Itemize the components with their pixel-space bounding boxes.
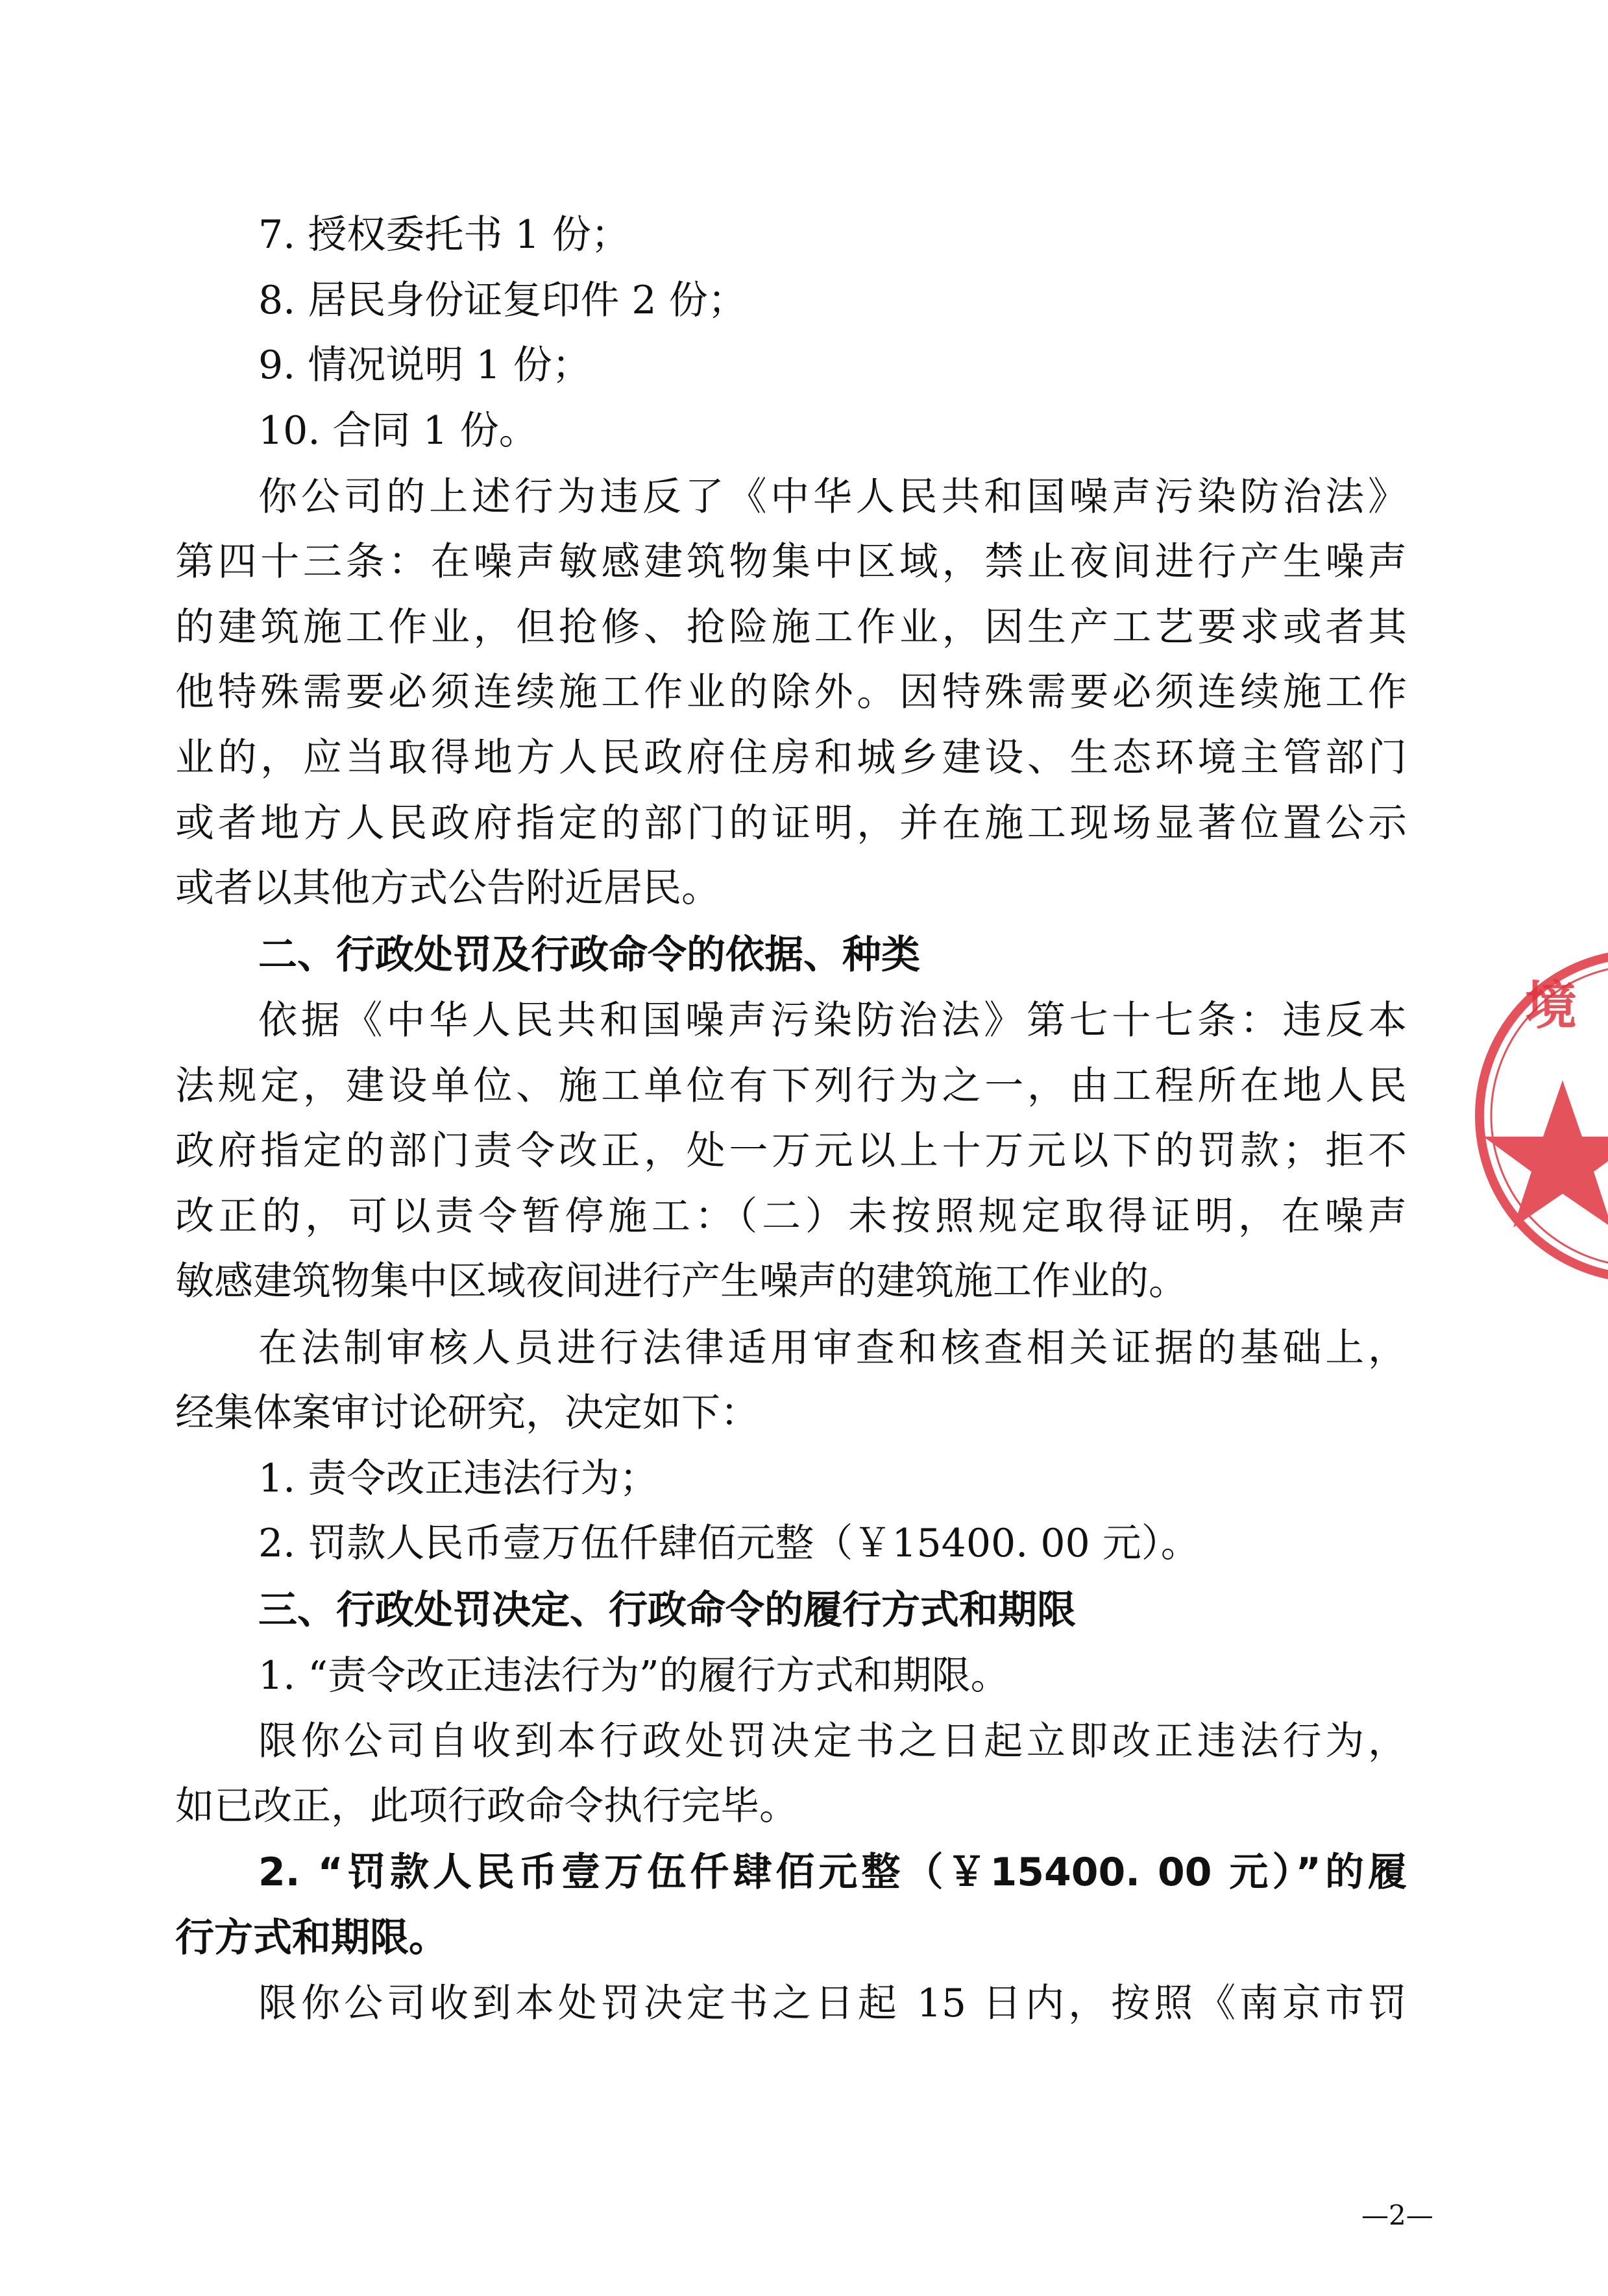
page-number: —2—: [1361, 2199, 1433, 2231]
decision-paragraph-line-1: 在法制审核人员进行法律适用审查和核查相关证据的基础上，: [258, 1325, 1407, 1371]
section-heading-3: 三、行政处罚决定、行政命令的履行方式和期限: [258, 1588, 1076, 1633]
decision-item-2: 2. 罚款人民币壹万伍仟肆佰元整（￥15400. 00 元）。: [258, 1521, 1200, 1566]
violation-paragraph-line-3: 的建筑施工作业，但抢修、抢险施工作业，因生产工艺要求或者其: [175, 605, 1407, 650]
violation-paragraph-line-5: 业的，应当取得地方人民政府住房和城乡建设、生态环境主管部门: [175, 735, 1407, 780]
violation-paragraph-line-4: 他特殊需要必须连续施工作业的除外。因特殊需要必须连续施工作: [175, 670, 1407, 715]
basis-paragraph-line-3: 政府指定的部门责令改正，处一万元以上十万元以下的罚款；拒不: [175, 1128, 1407, 1174]
violation-paragraph-line-1: 你公司的上述行为违反了《中华人民共和国噪声污染防治法》: [258, 474, 1407, 520]
basis-paragraph-line-1: 依据《中华人民共和国噪声污染防治法》第七十七条：违反本: [258, 998, 1407, 1043]
attachment-item-10: 10. 合同 1 份。: [258, 408, 538, 453]
attachment-item-9: 9. 情况说明 1 份；: [258, 343, 591, 388]
decision-item-1: 1. 责令改正违法行为；: [258, 1456, 659, 1501]
section-heading-2: 二、行政处罚及行政命令的依据、种类: [258, 932, 920, 978]
performance-item-2-title-line-1: 2. “罚款人民币壹万伍仟肆佰元整（￥15400. 00 元）”的履: [258, 1850, 1407, 1895]
decision-paragraph-line-2: 经集体案审讨论研究，决定如下：: [175, 1390, 759, 1436]
attachment-item-8: 8. 居民身份证复印件 2 份；: [258, 278, 747, 323]
performance-item-1-title: 1. “责令改正违法行为”的履行方式和期限。: [258, 1653, 1010, 1698]
attachment-item-7: 7. 授权委托书 1 份；: [258, 212, 630, 258]
official-seal: [1447, 947, 1608, 1285]
performance-item-2-line-1: 限你公司收到本处罚决定书之日起 15 日内，按照《南京市罚: [258, 1981, 1407, 2026]
violation-paragraph-line-7: 或者以其他方式公告附近居民。: [175, 865, 720, 911]
basis-paragraph-line-5: 敏感建筑物集中区域夜间进行产生噪声的建筑施工作业的。: [175, 1259, 1188, 1304]
performance-item-2-title-line-2: 行方式和期限。: [175, 1915, 448, 1961]
violation-paragraph-line-6: 或者地方人民政府指定的部门的证明，并在施工现场显著位置公示: [175, 801, 1407, 846]
performance-item-1-line-2: 如已改正，此项行政命令执行完毕。: [175, 1783, 798, 1829]
seal-text: 境: [1525, 975, 1577, 1036]
basis-paragraph-line-2: 法规定，建设单位、施工单位有下列行为之一，由工程所在地人民: [175, 1063, 1407, 1109]
violation-paragraph-line-2: 第四十三条：在噪声敏感建筑物集中区域，禁止夜间进行产生噪声: [175, 539, 1407, 585]
performance-item-1-line-1: 限你公司自收到本行政处罚决定书之日起立即改正违法行为，: [258, 1719, 1407, 1764]
basis-paragraph-line-4: 改正的，可以责令暂停施工：（二）未按照规定取得证明，在噪声: [175, 1194, 1407, 1239]
